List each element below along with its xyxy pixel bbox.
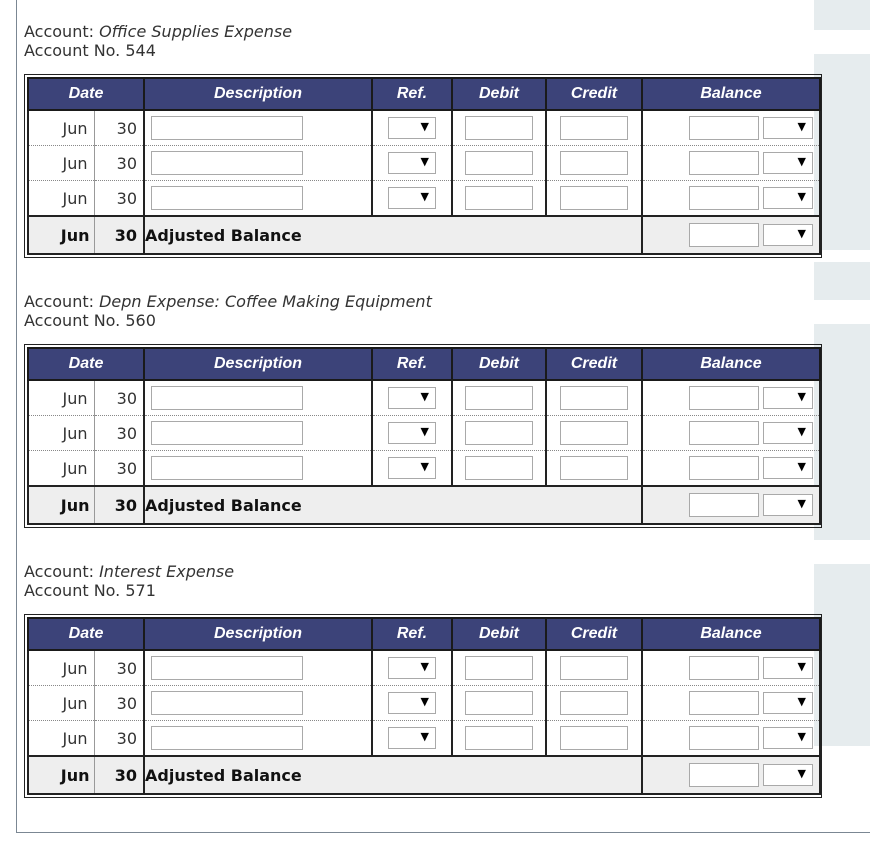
credit-input[interactable] — [560, 656, 628, 680]
ref-select[interactable] — [388, 692, 436, 714]
row-day: 30 — [94, 380, 144, 416]
account-title: Account: Office Supplies Expense — [24, 22, 293, 41]
debit-input[interactable] — [465, 386, 533, 410]
chevron-down-icon: ▼ — [797, 120, 806, 133]
col-date: Date — [28, 348, 144, 380]
account-name: Office Supplies Expense — [99, 22, 293, 41]
header-row — [28, 78, 820, 110]
ledger-table — [24, 344, 822, 528]
balance-input[interactable] — [689, 456, 759, 480]
ref-select[interactable] — [388, 152, 436, 174]
credit-cell — [546, 380, 642, 416]
account-title: Account: Interest Expense — [24, 562, 235, 581]
chevron-down-icon: ▼ — [420, 120, 429, 133]
adjusted-balance-cell — [642, 486, 820, 524]
ledger-row — [28, 721, 820, 757]
ref-select[interactable] — [388, 117, 436, 139]
balance-type-select[interactable] — [763, 152, 813, 174]
row-month: Jun — [28, 650, 94, 686]
adjusted-balance-input[interactable] — [689, 223, 759, 247]
header-row — [28, 348, 820, 380]
credit-input[interactable] — [560, 151, 628, 175]
ref-cell — [372, 686, 452, 721]
adjusted-balance-row — [28, 756, 820, 794]
ref-cell — [372, 380, 452, 416]
ref-select[interactable] — [388, 387, 436, 409]
adjusted-balance-label: Adjusted Balance — [144, 216, 642, 254]
description-cell — [144, 146, 372, 181]
col-date: Date — [28, 78, 144, 110]
debit-input[interactable] — [465, 186, 533, 210]
ledger-table — [24, 614, 822, 798]
ledger-row — [28, 686, 820, 721]
balance-type-select[interactable] — [763, 457, 813, 479]
chevron-down-icon: ▼ — [797, 390, 806, 403]
adjusted-balance-label: Adjusted Balance — [144, 756, 642, 794]
col-debit: Debit — [452, 618, 546, 650]
chevron-down-icon: ▼ — [420, 155, 429, 168]
balance-type-select[interactable] — [763, 387, 813, 409]
credit-cell — [546, 146, 642, 181]
chevron-down-icon: ▼ — [420, 425, 429, 438]
account-section — [24, 22, 824, 245]
chevron-down-icon: ▼ — [797, 227, 806, 240]
chevron-down-icon: ▼ — [420, 695, 429, 708]
credit-cell — [546, 650, 642, 686]
debit-input[interactable] — [465, 656, 533, 680]
account-name: Interest Expense — [99, 562, 235, 581]
debit-input[interactable] — [465, 116, 533, 140]
adjusted-month: Jun — [28, 486, 94, 524]
balance-input[interactable] — [689, 186, 759, 210]
row-month: Jun — [28, 380, 94, 416]
col-debit: Debit — [452, 78, 546, 110]
balance-cell — [642, 181, 820, 217]
description-input[interactable] — [151, 691, 303, 715]
chevron-down-icon: ▼ — [797, 155, 806, 168]
col-ref: Ref. — [372, 78, 452, 110]
col-description: Description — [144, 348, 372, 380]
ref-select[interactable] — [388, 187, 436, 209]
col-balance: Balance — [642, 78, 820, 110]
adjusted-balance-input[interactable] — [689, 493, 759, 517]
description-cell — [144, 650, 372, 686]
ledger-row — [28, 110, 820, 146]
chevron-down-icon: ▼ — [797, 497, 806, 510]
debit-cell — [452, 650, 546, 686]
col-credit: Credit — [546, 348, 642, 380]
col-balance: Balance — [642, 618, 820, 650]
description-input[interactable] — [151, 151, 303, 175]
credit-cell — [546, 451, 642, 487]
credit-input[interactable] — [560, 456, 628, 480]
account-title: Account: Depn Expense: Coffee Making Equipment — [24, 292, 432, 311]
ref-cell — [372, 721, 452, 757]
ledger-table — [24, 74, 822, 258]
account-section — [24, 292, 824, 515]
adjusted-balance-cell — [642, 216, 820, 254]
balance-input[interactable] — [689, 421, 759, 445]
balance-input[interactable] — [689, 116, 759, 140]
adjusted-month: Jun — [28, 756, 94, 794]
balance-cell — [642, 110, 820, 146]
ledger-row — [28, 650, 820, 686]
credit-cell — [546, 181, 642, 217]
description-input[interactable] — [151, 421, 303, 445]
ledger-row — [28, 380, 820, 416]
chevron-down-icon: ▼ — [797, 460, 806, 473]
ref-cell — [372, 146, 452, 181]
row-month: Jun — [28, 146, 94, 181]
col-balance: Balance — [642, 348, 820, 380]
col-description: Description — [144, 618, 372, 650]
ref-cell — [372, 110, 452, 146]
ref-cell — [372, 650, 452, 686]
balance-cell — [642, 650, 820, 686]
description-cell — [144, 181, 372, 217]
col-ref: Ref. — [372, 348, 452, 380]
debit-cell — [452, 146, 546, 181]
debit-input[interactable] — [465, 726, 533, 750]
ref-cell — [372, 451, 452, 487]
description-cell — [144, 686, 372, 721]
adjusted-balance-row — [28, 486, 820, 524]
chevron-down-icon: ▼ — [797, 190, 806, 203]
adjusted-balance-input[interactable] — [689, 763, 759, 787]
col-description: Description — [144, 78, 372, 110]
debit-cell — [452, 721, 546, 757]
balance-cell — [642, 416, 820, 451]
row-month: Jun — [28, 686, 94, 721]
account-number: 560 — [125, 311, 156, 330]
adjusted-balance-cell — [642, 756, 820, 794]
ledger-row — [28, 181, 820, 217]
ref-select[interactable] — [388, 657, 436, 679]
row-month: Jun — [28, 110, 94, 146]
col-credit: Credit — [546, 78, 642, 110]
chevron-down-icon: ▼ — [797, 695, 806, 708]
description-input[interactable] — [151, 726, 303, 750]
row-day: 30 — [94, 650, 144, 686]
debit-input[interactable] — [465, 691, 533, 715]
row-month: Jun — [28, 451, 94, 487]
col-date: Date — [28, 618, 144, 650]
row-day: 30 — [94, 181, 144, 217]
description-cell — [144, 110, 372, 146]
balance-cell — [642, 686, 820, 721]
balance-cell — [642, 451, 820, 487]
ref-select[interactable] — [388, 422, 436, 444]
credit-cell — [546, 110, 642, 146]
account-number: 544 — [125, 41, 156, 60]
chevron-down-icon: ▼ — [797, 425, 806, 438]
account-number: 571 — [125, 581, 156, 600]
balance-type-select[interactable] — [763, 727, 813, 749]
col-ref: Ref. — [372, 618, 452, 650]
adjusted-balance-type-select[interactable] — [763, 224, 813, 246]
balance-type-select[interactable] — [763, 117, 813, 139]
balance-type-select[interactable] — [763, 657, 813, 679]
balance-input[interactable] — [689, 726, 759, 750]
chevron-down-icon: ▼ — [420, 460, 429, 473]
adjusted-day: 30 — [94, 486, 144, 524]
row-month: Jun — [28, 721, 94, 757]
description-cell — [144, 380, 372, 416]
description-input[interactable] — [151, 386, 303, 410]
row-day: 30 — [94, 451, 144, 487]
description-cell — [144, 416, 372, 451]
ledger-row — [28, 416, 820, 451]
credit-input[interactable] — [560, 421, 628, 445]
chevron-down-icon: ▼ — [420, 190, 429, 203]
chevron-down-icon: ▼ — [420, 730, 429, 743]
chevron-down-icon: ▼ — [420, 660, 429, 673]
balance-type-select[interactable] — [763, 187, 813, 209]
ledger-row — [28, 451, 820, 487]
row-day: 30 — [94, 416, 144, 451]
balance-type-select[interactable] — [763, 692, 813, 714]
adjusted-balance-type-select[interactable] — [763, 494, 813, 516]
description-input[interactable] — [151, 186, 303, 210]
adjusted-balance-row — [28, 216, 820, 254]
account-number-line: Account No. 571 — [24, 581, 156, 600]
chevron-down-icon: ▼ — [797, 660, 806, 673]
ref-cell — [372, 181, 452, 217]
row-day: 30 — [94, 110, 144, 146]
credit-input[interactable] — [560, 386, 628, 410]
adjusted-day: 30 — [94, 216, 144, 254]
row-day: 30 — [94, 686, 144, 721]
adjusted-balance-type-select[interactable] — [763, 764, 813, 786]
row-day: 30 — [94, 146, 144, 181]
balance-input[interactable] — [689, 691, 759, 715]
description-input[interactable] — [151, 456, 303, 480]
row-month: Jun — [28, 181, 94, 217]
account-number-line: Account No. 544 — [24, 41, 156, 60]
debit-cell — [452, 416, 546, 451]
adjusted-day: 30 — [94, 756, 144, 794]
row-month: Jun — [28, 416, 94, 451]
balance-cell — [642, 721, 820, 757]
ref-select[interactable] — [388, 727, 436, 749]
account-name: Depn Expense: Coffee Making Equipment — [99, 292, 432, 311]
description-input[interactable] — [151, 116, 303, 140]
account-number-line: Account No. 560 — [24, 311, 156, 330]
balance-input[interactable] — [689, 151, 759, 175]
debit-cell — [452, 451, 546, 487]
ref-cell — [372, 416, 452, 451]
credit-cell — [546, 686, 642, 721]
ledger-row — [28, 146, 820, 181]
chevron-down-icon: ▼ — [797, 767, 806, 780]
col-credit: Credit — [546, 618, 642, 650]
balance-type-select[interactable] — [763, 422, 813, 444]
header-row — [28, 618, 820, 650]
credit-input[interactable] — [560, 186, 628, 210]
description-cell — [144, 721, 372, 757]
ref-select[interactable] — [388, 457, 436, 479]
account-section — [24, 562, 824, 785]
debit-cell — [452, 380, 546, 416]
debit-cell — [452, 181, 546, 217]
balance-cell — [642, 380, 820, 416]
credit-input[interactable] — [560, 691, 628, 715]
balance-cell — [642, 146, 820, 181]
description-input[interactable] — [151, 656, 303, 680]
credit-input[interactable] — [560, 726, 628, 750]
credit-cell — [546, 416, 642, 451]
debit-cell — [452, 110, 546, 146]
credit-input[interactable] — [560, 116, 628, 140]
debit-input[interactable] — [465, 456, 533, 480]
chevron-down-icon: ▼ — [797, 730, 806, 743]
debit-cell — [452, 686, 546, 721]
debit-input[interactable] — [465, 151, 533, 175]
adjusted-balance-label: Adjusted Balance — [144, 486, 642, 524]
debit-input[interactable] — [465, 421, 533, 445]
adjusted-month: Jun — [28, 216, 94, 254]
chevron-down-icon: ▼ — [420, 390, 429, 403]
row-day: 30 — [94, 721, 144, 757]
col-debit: Debit — [452, 348, 546, 380]
balance-input[interactable] — [689, 386, 759, 410]
balance-input[interactable] — [689, 656, 759, 680]
credit-cell — [546, 721, 642, 757]
description-cell — [144, 451, 372, 487]
